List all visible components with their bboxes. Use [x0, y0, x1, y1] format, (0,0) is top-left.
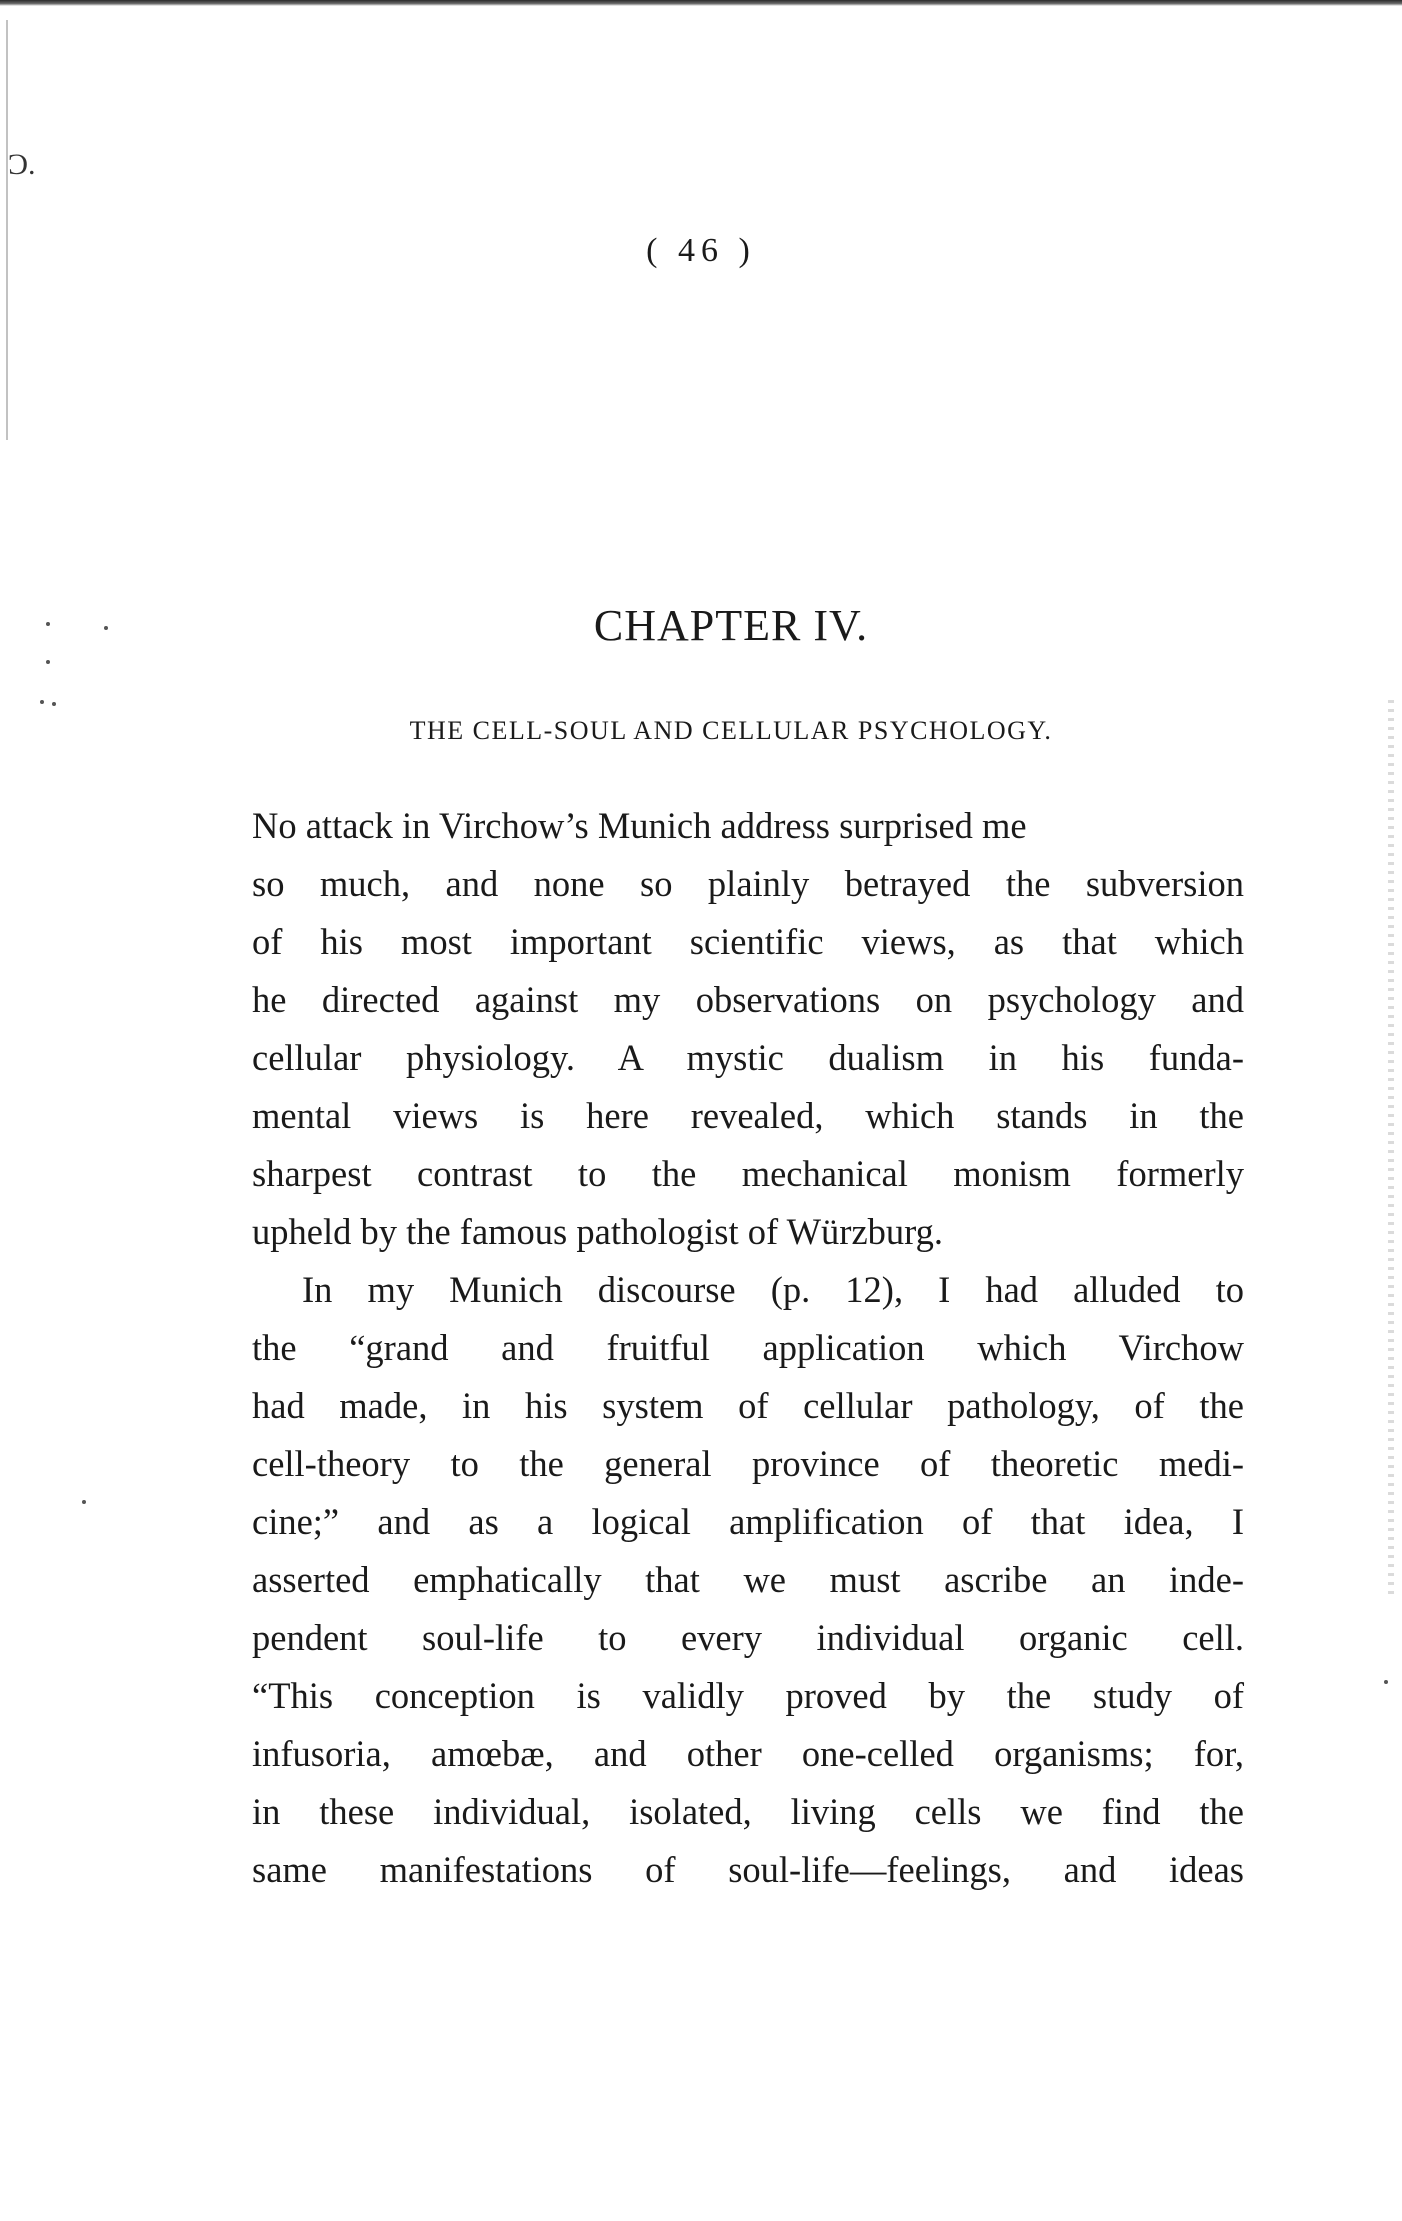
ink-speck	[46, 660, 50, 664]
text-line: same manifestations of soul-life—feelings, and ideas	[252, 1849, 1244, 1890]
page-left-edge	[6, 20, 8, 440]
text-line: had made, in his system of cellular pathology, of the	[252, 1385, 1244, 1426]
page-top-edge	[0, 0, 1402, 6]
text-line: infusoria, amœbæ, and other one-celled organisms; for,	[252, 1733, 1244, 1774]
text-line: mental views is here revealed, which stands in the	[252, 1095, 1244, 1136]
text-line: upheld by the famous pathologist of Würzburg.	[252, 1211, 944, 1252]
body-text	[252, 797, 1244, 1899]
ink-speck	[82, 1500, 86, 1504]
text-line: cell-theory to the general province of theoretic medi-	[252, 1443, 1244, 1484]
text-line: so much, and none so plainly betrayed the subversion	[252, 863, 1244, 904]
margin-mark: Ɔ.	[8, 148, 36, 181]
chapter-title: CHAPTER IV.	[593, 601, 869, 650]
text-line: in these individual, isolated, living cells we find the	[252, 1791, 1244, 1832]
ink-speck	[40, 700, 44, 704]
chapter-subtitle: THE CELL-SOUL AND CELLULAR PSYCHOLOGY.	[409, 716, 1053, 745]
ink-speck	[52, 702, 56, 706]
text-line: No attack in Virchow’s Munich address surprised me	[252, 805, 1027, 846]
text-line: of his most important scientific views, as that which	[252, 921, 1244, 962]
text-line: cine;” and as a logical amplification of that idea, I	[252, 1501, 1244, 1542]
text-line: cellular physiology. A mystic dualism in his funda-	[252, 1037, 1244, 1078]
page-number: ( 46 )	[646, 232, 756, 269]
text-line: “This conception is validly proved by the study of	[252, 1675, 1244, 1716]
text-line: asserted emphatically that we must ascribe an inde-	[252, 1559, 1244, 1600]
page-right-edge	[1388, 700, 1394, 1600]
text-line: sharpest contrast to the mechanical monism formerly	[252, 1153, 1244, 1194]
text-line: he directed against my observations on psychology and	[252, 979, 1244, 1020]
text-line: pendent soul-life to every individual organic cell.	[252, 1617, 1244, 1658]
ink-speck	[1384, 1680, 1388, 1684]
text-line: the “grand and fruitful application which Virchow	[252, 1327, 1244, 1368]
text-line: In my Munich discourse (p. 12), I had alluded to	[302, 1269, 1244, 1310]
